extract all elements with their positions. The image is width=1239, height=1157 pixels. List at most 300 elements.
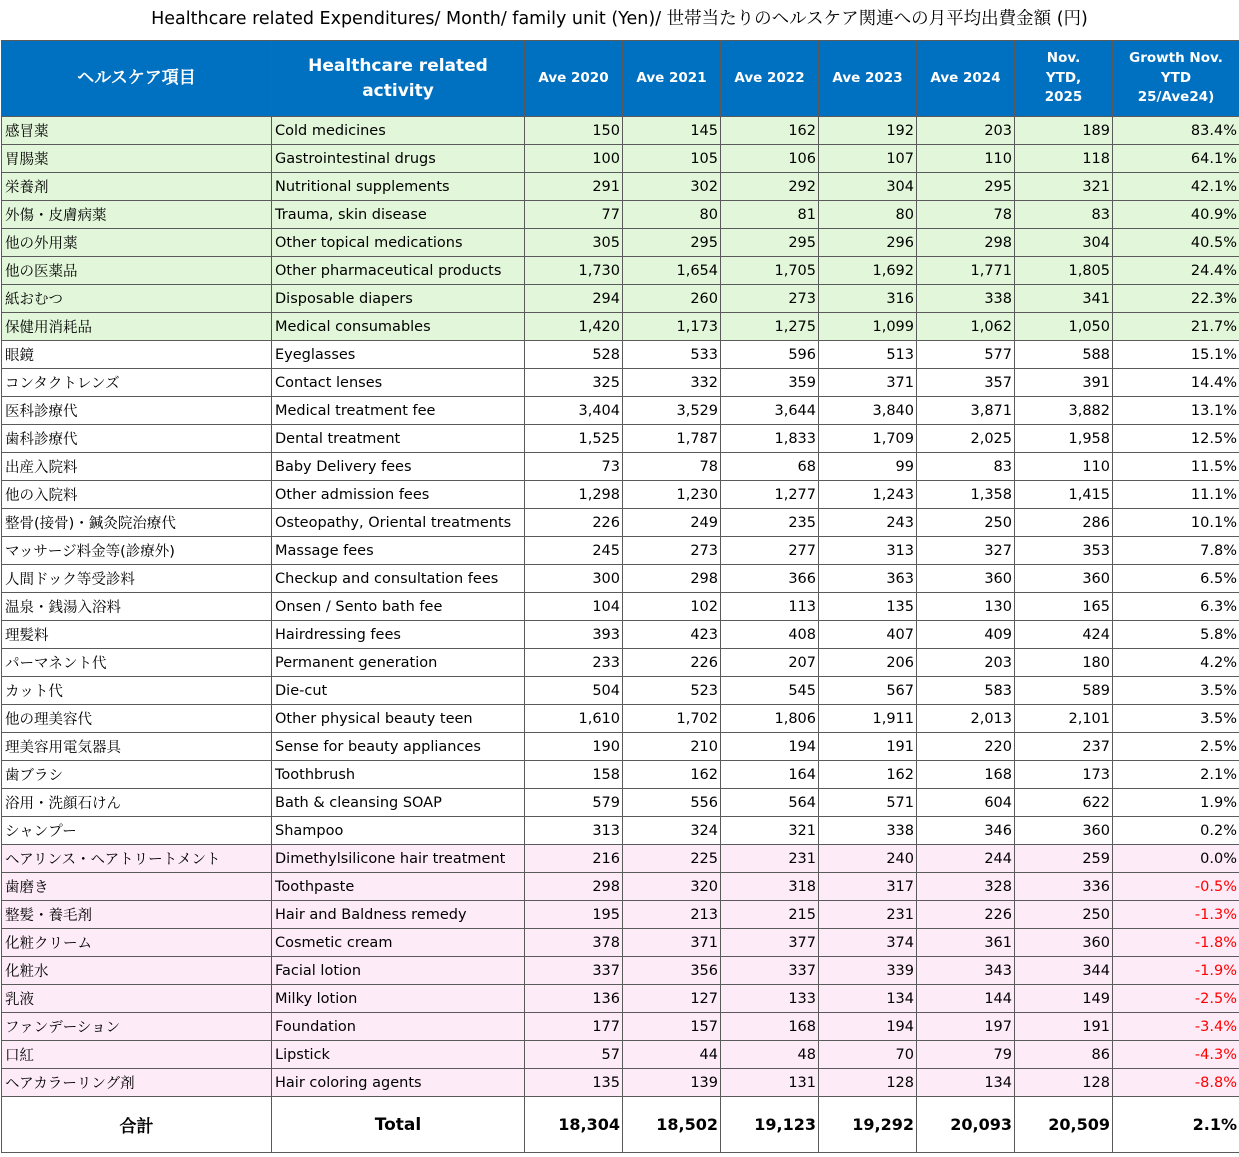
ytd-2025-cell: 1,958 bbox=[1015, 425, 1113, 453]
ave-2021-cell: 145 bbox=[623, 117, 721, 145]
ave-2023-cell: 3,840 bbox=[819, 397, 917, 425]
ytd-2025-cell: 2,101 bbox=[1015, 705, 1113, 733]
ave-2021-cell: 1,230 bbox=[623, 481, 721, 509]
ave-2023-cell: 571 bbox=[819, 789, 917, 817]
ave-2024-cell: 220 bbox=[917, 733, 1015, 761]
growth-cell: 40.5% bbox=[1113, 229, 1239, 257]
ave-2023-cell: 338 bbox=[819, 817, 917, 845]
ytd-2025-cell: 588 bbox=[1015, 341, 1113, 369]
ave-2020-cell: 1,420 bbox=[525, 313, 623, 341]
ytd-2025-cell: 3,882 bbox=[1015, 397, 1113, 425]
table-row bbox=[2, 509, 1239, 537]
item-en-cell: Eyeglasses bbox=[272, 341, 525, 369]
ave-2023-cell: 296 bbox=[819, 229, 917, 257]
item-jp-cell: 化粧クリーム bbox=[2, 929, 272, 957]
total-ytd-2025: 20,509 bbox=[1015, 1097, 1113, 1153]
ave-2022-cell: 215 bbox=[721, 901, 819, 929]
ave-2021-cell: 556 bbox=[623, 789, 721, 817]
ave-2021-cell: 80 bbox=[623, 201, 721, 229]
ave-2023-cell: 135 bbox=[819, 593, 917, 621]
ave-2024-cell: 226 bbox=[917, 901, 1015, 929]
ave-2024-cell: 130 bbox=[917, 593, 1015, 621]
ave-2020-cell: 579 bbox=[525, 789, 623, 817]
growth-cell: 3.5% bbox=[1113, 705, 1239, 733]
growth-cell: 83.4% bbox=[1113, 117, 1239, 145]
ave-2020-cell: 1,730 bbox=[525, 257, 623, 285]
item-en-cell: Die-cut bbox=[272, 677, 525, 705]
table-row bbox=[2, 397, 1239, 425]
growth-cell: -1.9% bbox=[1113, 957, 1239, 985]
table-row bbox=[2, 257, 1239, 285]
ave-2022-cell: 1,806 bbox=[721, 705, 819, 733]
header-ave-2022: Ave 2022 bbox=[721, 41, 819, 117]
ave-2020-cell: 378 bbox=[525, 929, 623, 957]
ave-2020-cell: 298 bbox=[525, 873, 623, 901]
ave-2022-cell: 235 bbox=[721, 509, 819, 537]
ave-2022-cell: 1,275 bbox=[721, 313, 819, 341]
item-jp-cell: 人間ドック等受診料 bbox=[2, 565, 272, 593]
ave-2022-cell: 273 bbox=[721, 285, 819, 313]
ave-2021-cell: 226 bbox=[623, 649, 721, 677]
ave-2024-cell: 2,013 bbox=[917, 705, 1015, 733]
item-jp-cell: 浴用・洗顔石けん bbox=[2, 789, 272, 817]
table-row bbox=[2, 173, 1239, 201]
item-en-cell: Milky lotion bbox=[272, 985, 525, 1013]
total-growth: 2.1% bbox=[1113, 1097, 1239, 1153]
ave-2023-cell: 194 bbox=[819, 1013, 917, 1041]
ave-2022-cell: 131 bbox=[721, 1069, 819, 1097]
ave-2020-cell: 291 bbox=[525, 173, 623, 201]
ave-2023-cell: 70 bbox=[819, 1041, 917, 1069]
header-ytd-text: Nov. YTD, 2025 bbox=[1044, 50, 1083, 106]
header-growth bbox=[1113, 41, 1239, 117]
total-ave-2020: 18,304 bbox=[525, 1097, 623, 1153]
item-jp-cell: 理髪料 bbox=[2, 621, 272, 649]
ave-2024-cell: 144 bbox=[917, 985, 1015, 1013]
item-jp-cell: ヘアカラーリング剤 bbox=[2, 1069, 272, 1097]
ave-2022-cell: 1,705 bbox=[721, 257, 819, 285]
item-jp-cell: 整骨(接骨)・鍼灸院治療代 bbox=[2, 509, 272, 537]
growth-cell: 24.4% bbox=[1113, 257, 1239, 285]
ave-2020-cell: 337 bbox=[525, 957, 623, 985]
header-en-text: Healthcare related activity bbox=[308, 55, 488, 101]
growth-cell: 42.1% bbox=[1113, 173, 1239, 201]
item-en-cell: Facial lotion bbox=[272, 957, 525, 985]
item-jp-cell: ファンデーション bbox=[2, 1013, 272, 1041]
ave-2022-cell: 81 bbox=[721, 201, 819, 229]
ave-2024-cell: 577 bbox=[917, 341, 1015, 369]
ytd-2025-cell: 589 bbox=[1015, 677, 1113, 705]
growth-cell: 13.1% bbox=[1113, 397, 1239, 425]
growth-cell: 1.9% bbox=[1113, 789, 1239, 817]
ave-2020-cell: 77 bbox=[525, 201, 623, 229]
table-row bbox=[2, 565, 1239, 593]
ave-2022-cell: 318 bbox=[721, 873, 819, 901]
header-growth-text: Growth Nov. YTD 25/Ave24) bbox=[1129, 50, 1223, 106]
ave-2024-cell: 197 bbox=[917, 1013, 1015, 1041]
ave-2020-cell: 177 bbox=[525, 1013, 623, 1041]
ave-2020-cell: 150 bbox=[525, 117, 623, 145]
ave-2024-cell: 346 bbox=[917, 817, 1015, 845]
item-jp-cell: 歯科診療代 bbox=[2, 425, 272, 453]
table-row bbox=[2, 733, 1239, 761]
header-ave-2023: Ave 2023 bbox=[819, 41, 917, 117]
growth-cell: 15.1% bbox=[1113, 341, 1239, 369]
ave-2021-cell: 157 bbox=[623, 1013, 721, 1041]
ave-2020-cell: 158 bbox=[525, 761, 623, 789]
growth-cell: -1.8% bbox=[1113, 929, 1239, 957]
ytd-2025-cell: 1,050 bbox=[1015, 313, 1113, 341]
ytd-2025-cell: 180 bbox=[1015, 649, 1113, 677]
item-en-cell: Hair coloring agents bbox=[272, 1069, 525, 1097]
table-row bbox=[2, 341, 1239, 369]
growth-cell: -2.5% bbox=[1113, 985, 1239, 1013]
ave-2023-cell: 313 bbox=[819, 537, 917, 565]
ave-2024-cell: 3,871 bbox=[917, 397, 1015, 425]
ave-2020-cell: 325 bbox=[525, 369, 623, 397]
growth-cell: 22.3% bbox=[1113, 285, 1239, 313]
growth-cell: 11.1% bbox=[1113, 481, 1239, 509]
item-jp-cell: 胃腸薬 bbox=[2, 145, 272, 173]
item-jp-cell: 外傷・皮膚病薬 bbox=[2, 201, 272, 229]
ytd-2025-cell: 353 bbox=[1015, 537, 1113, 565]
table-row bbox=[2, 845, 1239, 873]
ave-2022-cell: 231 bbox=[721, 845, 819, 873]
item-jp-cell: 他の医薬品 bbox=[2, 257, 272, 285]
item-jp-cell: 歯ブラシ bbox=[2, 761, 272, 789]
item-en-cell: Permanent generation bbox=[272, 649, 525, 677]
growth-cell: 2.1% bbox=[1113, 761, 1239, 789]
ytd-2025-cell: 128 bbox=[1015, 1069, 1113, 1097]
growth-cell: -8.8% bbox=[1113, 1069, 1239, 1097]
item-jp-cell: 他の理美容代 bbox=[2, 705, 272, 733]
ave-2023-cell: 1,099 bbox=[819, 313, 917, 341]
ave-2022-cell: 377 bbox=[721, 929, 819, 957]
ave-2020-cell: 504 bbox=[525, 677, 623, 705]
item-jp-cell: カット代 bbox=[2, 677, 272, 705]
item-en-cell: Cosmetic cream bbox=[272, 929, 525, 957]
ytd-2025-cell: 1,415 bbox=[1015, 481, 1113, 509]
table-row bbox=[2, 705, 1239, 733]
growth-cell: 2.5% bbox=[1113, 733, 1239, 761]
item-jp-cell: ヘアリンス・ヘアトリートメント bbox=[2, 845, 272, 873]
ave-2022-cell: 366 bbox=[721, 565, 819, 593]
ave-2023-cell: 567 bbox=[819, 677, 917, 705]
ave-2023-cell: 206 bbox=[819, 649, 917, 677]
table-row bbox=[2, 537, 1239, 565]
table-row bbox=[2, 985, 1239, 1013]
ytd-2025-cell: 286 bbox=[1015, 509, 1113, 537]
ave-2023-cell: 1,911 bbox=[819, 705, 917, 733]
ave-2024-cell: 604 bbox=[917, 789, 1015, 817]
ave-2020-cell: 195 bbox=[525, 901, 623, 929]
table-row bbox=[2, 789, 1239, 817]
ave-2022-cell: 408 bbox=[721, 621, 819, 649]
ave-2023-cell: 407 bbox=[819, 621, 917, 649]
ave-2021-cell: 127 bbox=[623, 985, 721, 1013]
table-row bbox=[2, 593, 1239, 621]
ave-2020-cell: 245 bbox=[525, 537, 623, 565]
ave-2023-cell: 1,709 bbox=[819, 425, 917, 453]
ave-2024-cell: 78 bbox=[917, 201, 1015, 229]
ave-2024-cell: 338 bbox=[917, 285, 1015, 313]
ave-2021-cell: 260 bbox=[623, 285, 721, 313]
ave-2020-cell: 305 bbox=[525, 229, 623, 257]
growth-cell: -4.3% bbox=[1113, 1041, 1239, 1069]
item-en-cell: Hairdressing fees bbox=[272, 621, 525, 649]
ave-2021-cell: 302 bbox=[623, 173, 721, 201]
ave-2021-cell: 371 bbox=[623, 929, 721, 957]
ave-2023-cell: 513 bbox=[819, 341, 917, 369]
ave-2020-cell: 1,525 bbox=[525, 425, 623, 453]
ave-2024-cell: 1,771 bbox=[917, 257, 1015, 285]
item-en-cell: Other pharmaceutical products bbox=[272, 257, 525, 285]
item-en-cell: Disposable diapers bbox=[272, 285, 525, 313]
table-row bbox=[2, 229, 1239, 257]
growth-cell: 12.5% bbox=[1113, 425, 1239, 453]
ave-2023-cell: 243 bbox=[819, 509, 917, 537]
ave-2021-cell: 44 bbox=[623, 1041, 721, 1069]
ave-2023-cell: 99 bbox=[819, 453, 917, 481]
ave-2024-cell: 409 bbox=[917, 621, 1015, 649]
ave-2024-cell: 134 bbox=[917, 1069, 1015, 1097]
ave-2022-cell: 194 bbox=[721, 733, 819, 761]
item-en-cell: Foundation bbox=[272, 1013, 525, 1041]
header-ave-2024: Ave 2024 bbox=[917, 41, 1015, 117]
ave-2022-cell: 106 bbox=[721, 145, 819, 173]
ave-2021-cell: 105 bbox=[623, 145, 721, 173]
item-en-cell: Contact lenses bbox=[272, 369, 525, 397]
page-title: Healthcare related Expenditures/ Month/ family unit (Yen)/ 世帯当たりのヘルスケア関連への月平均出費金額 (円) bbox=[151, 9, 1088, 29]
expenditure-table bbox=[1, 40, 1239, 1153]
ytd-2025-cell: 149 bbox=[1015, 985, 1113, 1013]
ave-2020-cell: 136 bbox=[525, 985, 623, 1013]
table-row bbox=[2, 1013, 1239, 1041]
item-en-cell: Nutritional supplements bbox=[272, 173, 525, 201]
ave-2024-cell: 110 bbox=[917, 145, 1015, 173]
ave-2024-cell: 343 bbox=[917, 957, 1015, 985]
ave-2021-cell: 249 bbox=[623, 509, 721, 537]
growth-cell: 11.5% bbox=[1113, 453, 1239, 481]
ave-2022-cell: 292 bbox=[721, 173, 819, 201]
ave-2024-cell: 203 bbox=[917, 117, 1015, 145]
total-ave-2021: 18,502 bbox=[623, 1097, 721, 1153]
ave-2023-cell: 162 bbox=[819, 761, 917, 789]
ave-2023-cell: 304 bbox=[819, 173, 917, 201]
table-row bbox=[2, 145, 1239, 173]
item-en-cell: Baby Delivery fees bbox=[272, 453, 525, 481]
header-ave-2021: Ave 2021 bbox=[623, 41, 721, 117]
table-row bbox=[2, 369, 1239, 397]
item-en-cell: Checkup and consultation fees bbox=[272, 565, 525, 593]
ave-2022-cell: 207 bbox=[721, 649, 819, 677]
ave-2021-cell: 210 bbox=[623, 733, 721, 761]
ave-2020-cell: 313 bbox=[525, 817, 623, 845]
table-row bbox=[2, 453, 1239, 481]
ave-2022-cell: 596 bbox=[721, 341, 819, 369]
item-jp-cell: 感冒薬 bbox=[2, 117, 272, 145]
item-en-cell: Onsen / Sento bath fee bbox=[272, 593, 525, 621]
ytd-2025-cell: 622 bbox=[1015, 789, 1113, 817]
ave-2020-cell: 100 bbox=[525, 145, 623, 173]
item-jp-cell: コンタクトレンズ bbox=[2, 369, 272, 397]
item-en-cell: Dimethylsilicone hair treatment bbox=[272, 845, 525, 873]
item-jp-cell: 保健用消耗品 bbox=[2, 313, 272, 341]
item-jp-cell: 整髪・養毛剤 bbox=[2, 901, 272, 929]
ave-2022-cell: 564 bbox=[721, 789, 819, 817]
item-en-cell: Toothbrush bbox=[272, 761, 525, 789]
growth-cell: 5.8% bbox=[1113, 621, 1239, 649]
ave-2022-cell: 113 bbox=[721, 593, 819, 621]
header-row bbox=[2, 41, 1239, 117]
table-row bbox=[2, 901, 1239, 929]
ave-2022-cell: 321 bbox=[721, 817, 819, 845]
growth-cell: 7.8% bbox=[1113, 537, 1239, 565]
growth-cell: -3.4% bbox=[1113, 1013, 1239, 1041]
table-row bbox=[2, 285, 1239, 313]
ave-2020-cell: 104 bbox=[525, 593, 623, 621]
item-jp-cell: 出産入院料 bbox=[2, 453, 272, 481]
growth-cell: 0.2% bbox=[1113, 817, 1239, 845]
ytd-2025-cell: 250 bbox=[1015, 901, 1113, 929]
ave-2022-cell: 162 bbox=[721, 117, 819, 145]
item-en-cell: Osteopathy, Oriental treatments bbox=[272, 509, 525, 537]
table-row bbox=[2, 481, 1239, 509]
table-row bbox=[2, 677, 1239, 705]
ytd-2025-cell: 191 bbox=[1015, 1013, 1113, 1041]
table-row bbox=[2, 649, 1239, 677]
table-row bbox=[2, 201, 1239, 229]
ave-2021-cell: 1,173 bbox=[623, 313, 721, 341]
ave-2024-cell: 327 bbox=[917, 537, 1015, 565]
item-jp-cell: 紙おむつ bbox=[2, 285, 272, 313]
ytd-2025-cell: 1,805 bbox=[1015, 257, 1113, 285]
ave-2020-cell: 226 bbox=[525, 509, 623, 537]
ave-2024-cell: 295 bbox=[917, 173, 1015, 201]
item-jp-cell: マッサージ料金等(診療外) bbox=[2, 537, 272, 565]
item-en-cell: Shampoo bbox=[272, 817, 525, 845]
ave-2024-cell: 244 bbox=[917, 845, 1015, 873]
ave-2022-cell: 1,833 bbox=[721, 425, 819, 453]
ytd-2025-cell: 321 bbox=[1015, 173, 1113, 201]
growth-cell: -1.3% bbox=[1113, 901, 1239, 929]
ave-2021-cell: 139 bbox=[623, 1069, 721, 1097]
ave-2024-cell: 250 bbox=[917, 509, 1015, 537]
ave-2024-cell: 583 bbox=[917, 677, 1015, 705]
item-jp-cell: 眼鏡 bbox=[2, 341, 272, 369]
item-jp-cell: 栄養剤 bbox=[2, 173, 272, 201]
ytd-2025-cell: 83 bbox=[1015, 201, 1113, 229]
ytd-2025-cell: 86 bbox=[1015, 1041, 1113, 1069]
ytd-2025-cell: 344 bbox=[1015, 957, 1113, 985]
ave-2023-cell: 339 bbox=[819, 957, 917, 985]
table-row bbox=[2, 1069, 1239, 1097]
ave-2021-cell: 1,654 bbox=[623, 257, 721, 285]
ave-2024-cell: 79 bbox=[917, 1041, 1015, 1069]
item-en-cell: Other admission fees bbox=[272, 481, 525, 509]
item-jp-cell: 歯磨き bbox=[2, 873, 272, 901]
growth-cell: 6.3% bbox=[1113, 593, 1239, 621]
ave-2024-cell: 361 bbox=[917, 929, 1015, 957]
ave-2020-cell: 233 bbox=[525, 649, 623, 677]
header-ave-2020: Ave 2020 bbox=[525, 41, 623, 117]
ave-2023-cell: 107 bbox=[819, 145, 917, 173]
ave-2023-cell: 192 bbox=[819, 117, 917, 145]
ave-2024-cell: 203 bbox=[917, 649, 1015, 677]
total-row bbox=[2, 1097, 1239, 1153]
ave-2022-cell: 295 bbox=[721, 229, 819, 257]
ytd-2025-cell: 336 bbox=[1015, 873, 1113, 901]
ytd-2025-cell: 360 bbox=[1015, 565, 1113, 593]
ave-2020-cell: 190 bbox=[525, 733, 623, 761]
ave-2021-cell: 273 bbox=[623, 537, 721, 565]
item-en-cell: Toothpaste bbox=[272, 873, 525, 901]
ave-2021-cell: 523 bbox=[623, 677, 721, 705]
ytd-2025-cell: 304 bbox=[1015, 229, 1113, 257]
header-en-activity bbox=[272, 41, 525, 117]
ave-2022-cell: 164 bbox=[721, 761, 819, 789]
ave-2022-cell: 545 bbox=[721, 677, 819, 705]
growth-cell: 64.1% bbox=[1113, 145, 1239, 173]
table-row bbox=[2, 313, 1239, 341]
growth-cell: 21.7% bbox=[1113, 313, 1239, 341]
ave-2023-cell: 1,243 bbox=[819, 481, 917, 509]
ytd-2025-cell: 424 bbox=[1015, 621, 1113, 649]
ave-2023-cell: 363 bbox=[819, 565, 917, 593]
ave-2021-cell: 1,787 bbox=[623, 425, 721, 453]
item-jp-cell: 他の外用薬 bbox=[2, 229, 272, 257]
ave-2023-cell: 240 bbox=[819, 845, 917, 873]
ytd-2025-cell: 237 bbox=[1015, 733, 1113, 761]
ave-2021-cell: 320 bbox=[623, 873, 721, 901]
ave-2021-cell: 324 bbox=[623, 817, 721, 845]
item-jp-cell: 医科診療代 bbox=[2, 397, 272, 425]
ave-2021-cell: 1,702 bbox=[623, 705, 721, 733]
table-row bbox=[2, 117, 1239, 145]
item-en-cell: Other topical medications bbox=[272, 229, 525, 257]
ave-2022-cell: 168 bbox=[721, 1013, 819, 1041]
item-jp-cell: 温泉・銭湯入浴料 bbox=[2, 593, 272, 621]
ave-2020-cell: 393 bbox=[525, 621, 623, 649]
ave-2020-cell: 57 bbox=[525, 1041, 623, 1069]
ave-2024-cell: 168 bbox=[917, 761, 1015, 789]
ave-2023-cell: 128 bbox=[819, 1069, 917, 1097]
ave-2020-cell: 1,298 bbox=[525, 481, 623, 509]
ave-2024-cell: 83 bbox=[917, 453, 1015, 481]
ave-2022-cell: 3,644 bbox=[721, 397, 819, 425]
header-ytd-2025 bbox=[1015, 41, 1113, 117]
item-en-cell: Sense for beauty appliances bbox=[272, 733, 525, 761]
ave-2021-cell: 162 bbox=[623, 761, 721, 789]
ave-2023-cell: 191 bbox=[819, 733, 917, 761]
item-jp-cell: 他の入院料 bbox=[2, 481, 272, 509]
ave-2021-cell: 423 bbox=[623, 621, 721, 649]
ytd-2025-cell: 110 bbox=[1015, 453, 1113, 481]
ave-2022-cell: 1,277 bbox=[721, 481, 819, 509]
ytd-2025-cell: 118 bbox=[1015, 145, 1113, 173]
ave-2020-cell: 294 bbox=[525, 285, 623, 313]
ave-2024-cell: 298 bbox=[917, 229, 1015, 257]
ave-2022-cell: 48 bbox=[721, 1041, 819, 1069]
ave-2021-cell: 295 bbox=[623, 229, 721, 257]
item-en-cell: Bath & cleansing SOAP bbox=[272, 789, 525, 817]
ave-2023-cell: 134 bbox=[819, 985, 917, 1013]
ave-2022-cell: 337 bbox=[721, 957, 819, 985]
item-en-cell: Trauma, skin disease bbox=[272, 201, 525, 229]
ave-2022-cell: 133 bbox=[721, 985, 819, 1013]
ave-2023-cell: 316 bbox=[819, 285, 917, 313]
ave-2022-cell: 277 bbox=[721, 537, 819, 565]
